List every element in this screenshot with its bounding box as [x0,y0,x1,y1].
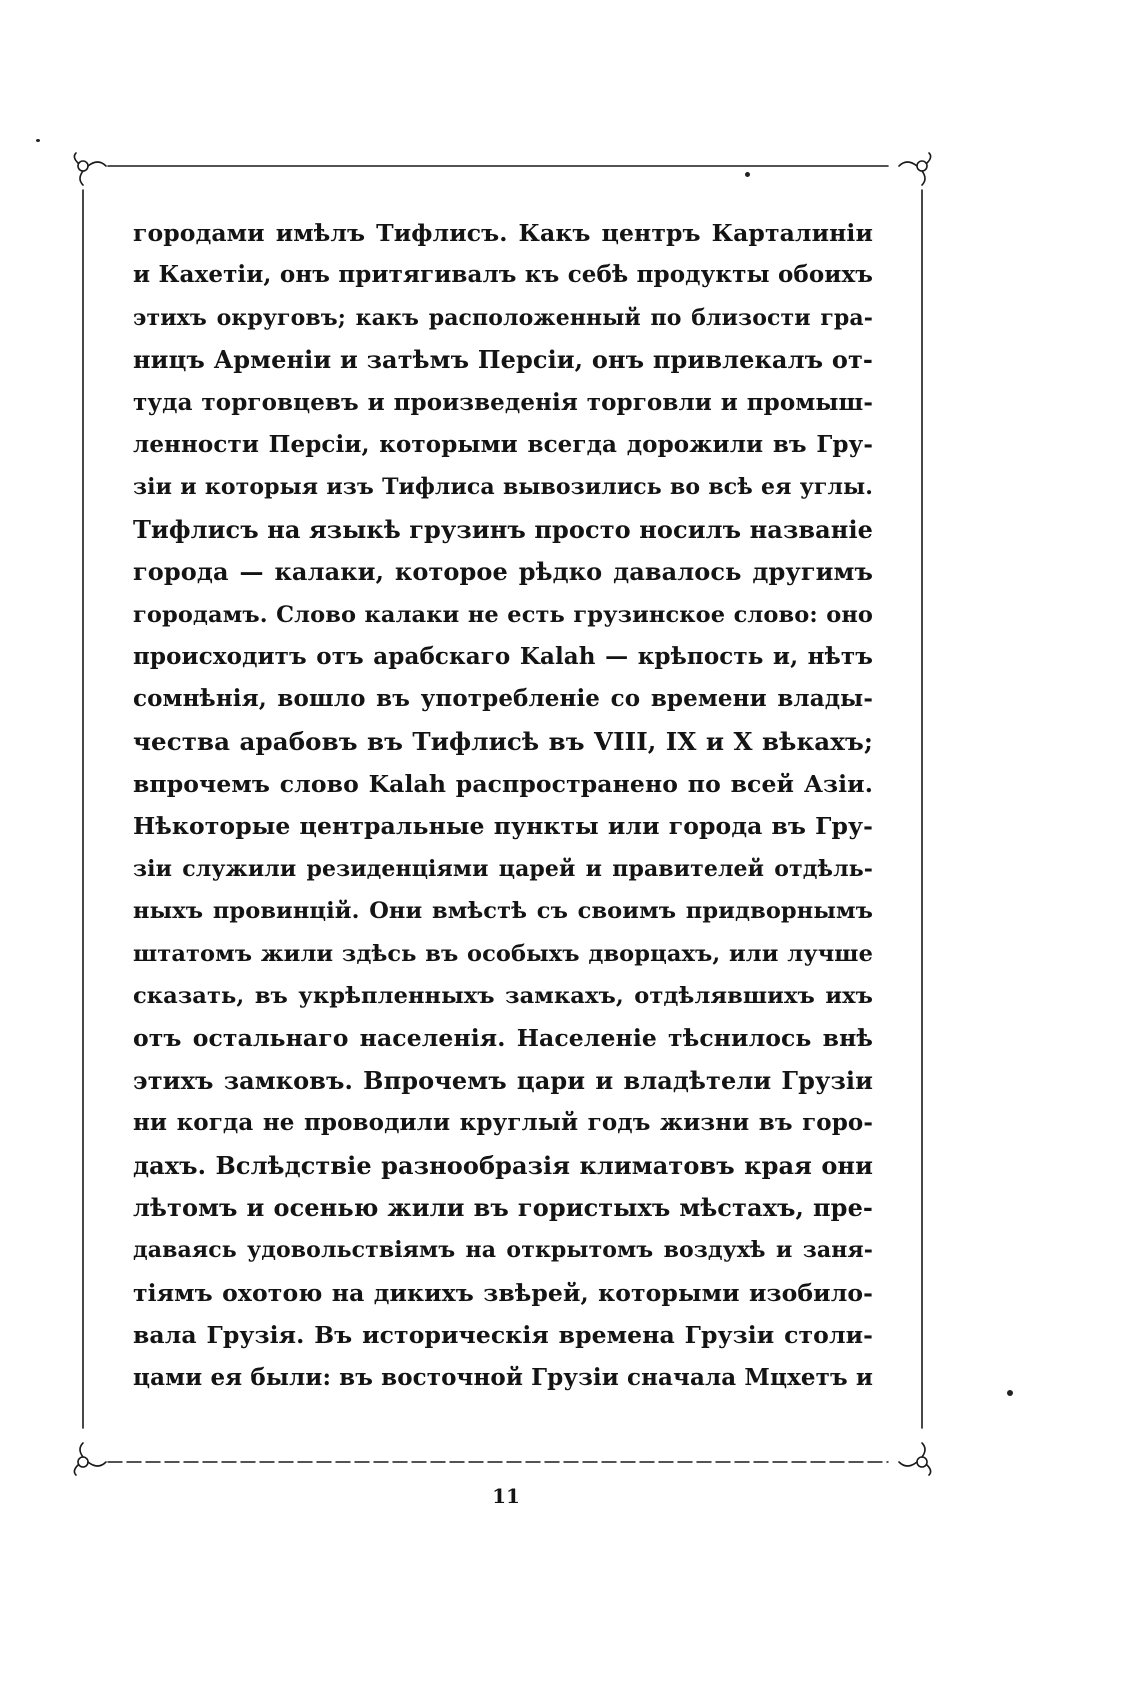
page-number: 11 [492,1484,520,1508]
text-line-16: зіи служили резиденціями царей и правителей отдѣль- [133,855,873,882]
text-line-27: вала Грузія. Въ историческія времена Грузіи столи- [133,1321,873,1350]
text-line-20: отъ остальнаго населенія. Населеніе тѣснилось внѣ [133,1024,873,1053]
corner-ornament-bottom-right [899,1443,931,1475]
text-line-9: города — калаки, которое рѣдко давалось другимъ [133,557,873,587]
text-line-1: городами имѣлъ Тифлисъ. Какъ центръ Карталиніи [133,219,873,247]
text-line-10: городамъ. Слово калаки не есть грузинское слово: оно [133,601,873,628]
text-line-15: Нѣкоторые центральные пункты или города въ Гру- [133,812,873,841]
body-text [133,212,873,1399]
text-line-6: ленности Персіи, которыми всегда дорожили въ Гру- [133,430,873,458]
text-line-12: сомнѣнія, вошло въ употребленіе со времени влады- [133,685,873,713]
text-line-3: этихъ округовъ; какъ расположенный по близости гра- [133,304,873,331]
ink-speck [745,172,750,177]
text-line-18: штатомъ жили здѣсь въ особыхъ дворцахъ, или лучше [133,940,873,967]
text-line-11: происходитъ отъ арабскаго Kalah — крѣпость и, нѣтъ [133,642,873,670]
text-line-22: ни когда не проводили круглый годъ жизни въ горо- [133,1109,873,1137]
corner-ornament-top-right [899,153,931,185]
text-line-8: Тифлисъ на языкѣ грузинъ просто носилъ названіе [133,514,874,544]
text-line-23: дахъ. Вслѣдствіе разнообразія климатовъ края они [133,1150,873,1180]
text-line-25: даваясь удовольствіямъ на открытомъ воздухѣ и заня- [133,1237,873,1264]
text-line-28: цами ея были: въ восточной Грузіи сначала Мцхетъ и [133,1363,873,1391]
ink-speck [1007,1390,1013,1396]
text-line-7: зіи и которыя изъ Тифлиса вывозились во всѣ ея углы. [133,474,873,501]
text-line-5: туда торговцевъ и произведенія торговли и промыш- [133,388,873,416]
text-line-13: чества арабовъ въ Тифлисѣ въ VIII, IX и X вѣкахъ; [133,726,873,756]
text-line-2: и Кахетіи, онъ притягивалъ къ себѣ продукты обоихъ [133,261,873,289]
text-line-21: этихъ замковъ. Впрочемъ цари и владѣтели Грузіи [133,1065,873,1095]
ink-speck [36,139,40,142]
text-line-4: ницъ Арменіи и затѣмъ Персіи, онъ привлекалъ от- [133,345,873,375]
text-line-26: тіямъ охотою на дикихъ звѣрей, которыми изобило- [133,1278,873,1307]
text-line-19: сказать, въ укрѣпленныхъ замкахъ, отдѣлявшихъ ихъ [133,983,873,1010]
corner-ornament-top-left [74,153,106,185]
text-line-17: ныхъ провинцій. Они вмѣстѣ съ своимъ придворнымъ [133,898,873,925]
text-line-24: лѣтомъ и осенью жили въ гористыхъ мѣстахъ, пре- [133,1192,873,1222]
text-line-14: впрочемъ слово Kalah распространено по всей Азіи. [133,770,873,799]
corner-ornament-bottom-left [74,1443,106,1475]
